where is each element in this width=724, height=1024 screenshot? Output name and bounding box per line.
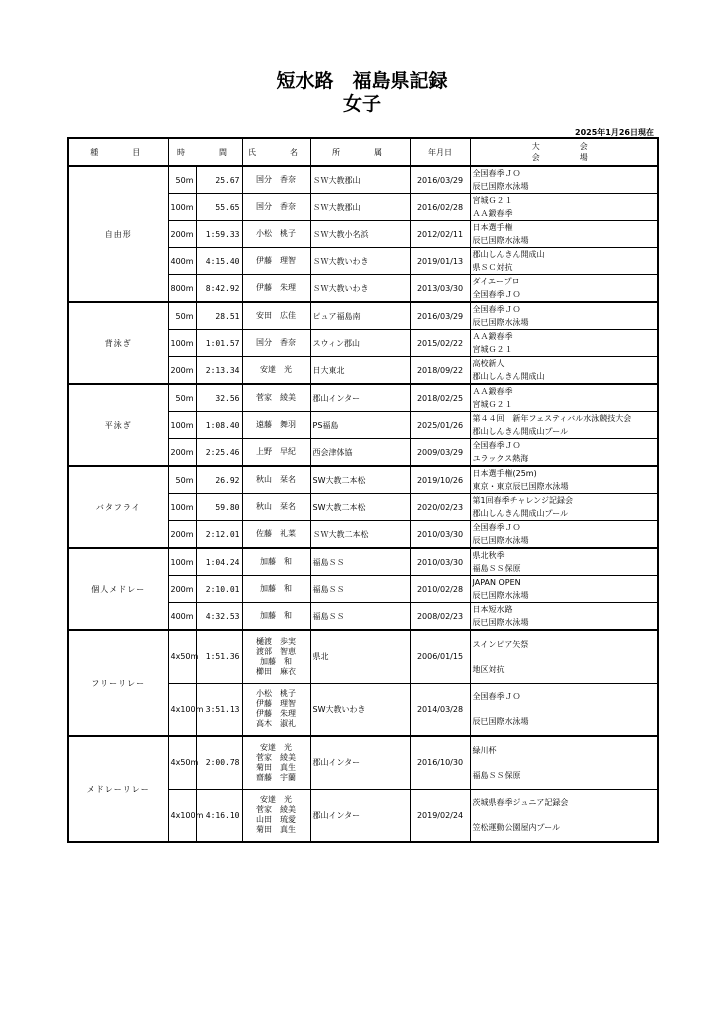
time-cell: 2:13.34 <box>196 357 242 385</box>
meet-venue-cell <box>470 548 658 576</box>
swimmer-name: 菅家 綾美 <box>256 805 296 815</box>
meet-venue-cell <box>470 576 658 603</box>
meet-venue-cell <box>470 683 658 736</box>
meet-name: ダイエープロ <box>472 277 520 286</box>
meet-venue-cell <box>470 221 658 248</box>
event-cell: 背泳ぎ <box>68 302 168 384</box>
date-cell: 2025/01/26 <box>410 412 470 439</box>
venue-name: 辰巳国際水泳場 <box>472 182 529 191</box>
club-cell: 郡山インター <box>310 384 410 412</box>
venue-name: 郡山しんきん開成山プール <box>472 427 569 436</box>
venue-name: 福島ＳＳ保原 <box>472 770 521 780</box>
as-of-date: 2025年1月26日現在 <box>575 128 654 137</box>
meet-name: 緑川杯 <box>472 745 497 755</box>
swimmer-name: 山田 琉愛 <box>256 815 296 825</box>
distance-cell: 4x100m <box>168 789 196 842</box>
meet-name: 全国春季ＪＯ <box>472 441 521 450</box>
meet-name: 宮城Ｇ２１ <box>472 196 513 205</box>
table-row <box>68 302 658 330</box>
venue-name: 辰巳国際水泳場 <box>472 591 529 600</box>
distance-cell: 200m <box>168 221 196 248</box>
time-cell: 2:25.46 <box>196 439 242 467</box>
venue-name: 福島ＳＳ保原 <box>472 564 521 573</box>
meet-name: 全国春季ＪＯ <box>472 692 521 702</box>
club-cell: 福島ＳＳ <box>310 548 410 576</box>
date-cell: 2016/02/28 <box>410 194 470 221</box>
swimmer-name: 秋山 栞名 <box>256 475 296 484</box>
meet-name: 全国春季ＪＯ <box>472 169 521 178</box>
swimmer-name: 櫛田 麻衣 <box>256 666 296 676</box>
swimmer-name: 佐藤 礼菜 <box>256 529 296 538</box>
header-club: 所 属 <box>310 138 410 166</box>
meet-name: 茨城県春季ジュニア記録会 <box>472 798 569 808</box>
distance-cell: 100m <box>168 194 196 221</box>
date-cell: 2018/09/22 <box>410 357 470 385</box>
swimmer-name: 加藤 和 <box>260 611 292 620</box>
time-cell: 1:08.40 <box>196 412 242 439</box>
meet-name: 郡山しんきん開成山 <box>472 250 545 259</box>
distance-cell: 100m <box>168 548 196 576</box>
distance-cell: 100m <box>168 330 196 357</box>
header-date: 年月日 <box>410 138 470 166</box>
distance-cell: 200m <box>168 576 196 603</box>
meet-name: 全国春季ＪＯ <box>472 523 521 532</box>
event-cell: 個人メドレー <box>68 548 168 630</box>
time-cell: 3:51.13 <box>196 683 242 736</box>
swimmer-name: 安達 光 <box>260 365 292 374</box>
table-row <box>68 384 658 412</box>
meet-venue-cell <box>470 494 658 521</box>
swimmer-name: 菅家 綾美 <box>256 393 296 402</box>
swimmer-name: 伊藤 理智 <box>256 699 296 709</box>
venue-name: 辰巳国際水泳場 <box>472 236 529 245</box>
table-row <box>68 466 658 494</box>
swimmer-cell <box>242 439 310 467</box>
date-cell: 2019/02/24 <box>410 789 470 842</box>
date-cell: 2016/03/29 <box>410 166 470 194</box>
header-venue: 会 場 <box>531 153 596 162</box>
club-cell: PS福島 <box>310 412 410 439</box>
time-cell: 2:12.01 <box>196 521 242 549</box>
swimmer-name: 国分 香奈 <box>256 202 296 211</box>
swimmer-name: 加藤 和 <box>260 557 292 566</box>
swimmer-name: 加藤 和 <box>260 656 292 666</box>
swimmer-name: 齋藤 宇蘭 <box>256 772 296 782</box>
date-cell: 2013/03/30 <box>410 275 470 303</box>
meet-venue-cell <box>470 275 658 303</box>
swimmer-name: 安達 光 <box>260 742 292 752</box>
meet-venue-cell <box>470 466 658 494</box>
venue-name: ユラックス熱海 <box>472 454 529 463</box>
swimmer-cell <box>242 275 310 303</box>
swimmer-name: 遠藤 舞羽 <box>256 420 296 429</box>
date-cell: 2019/01/13 <box>410 248 470 275</box>
swimmer-name: 国分 香奈 <box>256 175 296 184</box>
distance-cell: 200m <box>168 357 196 385</box>
header-meet-venue <box>470 138 658 166</box>
meet-name: ＡＡ鍛春季 <box>472 387 513 396</box>
swimmer-cell <box>242 412 310 439</box>
table-row <box>68 630 658 683</box>
swimmer-cell <box>242 194 310 221</box>
venue-name: 宮城Ｇ２１ <box>472 345 513 354</box>
meet-name: 日本短水路 <box>472 605 513 614</box>
swimmer-cell <box>242 603 310 631</box>
time-cell: 32.56 <box>196 384 242 412</box>
event-cell: バタフライ <box>68 466 168 548</box>
page-subtitle: 女子 <box>342 93 381 115</box>
club-cell: ＳＷ大教郡山 <box>310 166 410 194</box>
meet-name: 県北秋季 <box>472 551 505 560</box>
distance-cell: 400m <box>168 248 196 275</box>
club-cell: ＳＷ大教小名浜 <box>310 221 410 248</box>
meet-name: 第４４回 新年フェスティバル水泳競技大会 <box>472 414 632 423</box>
meet-venue-cell <box>470 603 658 631</box>
meet-venue-cell <box>470 357 658 385</box>
header-time: 時 間 <box>168 138 242 166</box>
club-cell: 西会津体協 <box>310 439 410 467</box>
meet-venue-cell <box>470 166 658 194</box>
club-cell: ＳＷ大教二本松 <box>310 521 410 549</box>
time-cell: 28.51 <box>196 302 242 330</box>
distance-cell: 400m <box>168 603 196 631</box>
date-cell: 2010/02/28 <box>410 576 470 603</box>
swimmer-cell <box>242 736 310 789</box>
distance-cell: 50m <box>168 466 196 494</box>
swimmer-cell <box>242 384 310 412</box>
distance-cell: 800m <box>168 275 196 303</box>
distance-cell: 50m <box>168 302 196 330</box>
club-cell: SW大教いわき <box>310 683 410 736</box>
swimmer-name: 安田 広佳 <box>256 311 296 320</box>
swimmer-cell <box>242 248 310 275</box>
date-cell: 2020/02/23 <box>410 494 470 521</box>
venue-name: 全国春季ＪＯ <box>472 290 521 299</box>
club-cell: ＳＷ大教いわき <box>310 275 410 303</box>
club-cell: ピュア福島南 <box>310 302 410 330</box>
time-cell: 2:10.01 <box>196 576 242 603</box>
time-cell: 4:16.10 <box>196 789 242 842</box>
club-cell: 郡山インター <box>310 789 410 842</box>
time-cell: 4:15.40 <box>196 248 242 275</box>
date-cell: 2009/03/29 <box>410 439 470 467</box>
table-row <box>68 736 658 789</box>
club-cell: SW大教二本松 <box>310 466 410 494</box>
date-cell: 2016/03/29 <box>410 302 470 330</box>
venue-name: 宮城Ｇ２１ <box>472 400 513 409</box>
venue-name: 笠松運動公園屋内プール <box>472 823 561 833</box>
club-cell: ＳＷ大教いわき <box>310 248 410 275</box>
venue-name: 郡山しんきん開成山プール <box>472 509 569 518</box>
swimmer-cell <box>242 789 310 842</box>
club-cell: 県北 <box>310 630 410 683</box>
distance-cell: 200m <box>168 521 196 549</box>
date-cell: 2008/02/23 <box>410 603 470 631</box>
swimmer-cell <box>242 630 310 683</box>
date-cell: 2016/10/30 <box>410 736 470 789</box>
distance-cell: 4x50m <box>168 630 196 683</box>
swimmer-name: 樋渡 歩実 <box>256 636 296 646</box>
swimmer-name: 菊田 真生 <box>256 825 296 835</box>
swimmer-name: 安達 光 <box>260 795 292 805</box>
swimmer-name: 上野 早紀 <box>256 447 296 456</box>
distance-cell: 50m <box>168 384 196 412</box>
swimmer-cell <box>242 466 310 494</box>
time-cell: 1:04.24 <box>196 548 242 576</box>
club-cell: スウィン郡山 <box>310 330 410 357</box>
time-cell: 8:42.92 <box>196 275 242 303</box>
meet-venue-cell <box>470 384 658 412</box>
date-cell: 2014/03/28 <box>410 683 470 736</box>
venue-name: 辰巳国際水泳場 <box>472 717 529 727</box>
date-cell: 2010/03/30 <box>410 521 470 549</box>
time-cell: 2:00.78 <box>196 736 242 789</box>
swimmer-name: 国分 香奈 <box>256 338 296 347</box>
club-cell: 福島ＳＳ <box>310 603 410 631</box>
swimmer-name: 渡部 智恵 <box>256 646 296 656</box>
swimmer-cell <box>242 302 310 330</box>
meet-venue-cell <box>470 439 658 467</box>
swimmer-cell <box>242 576 310 603</box>
header-name: 氏 名 <box>242 138 310 166</box>
meet-venue-cell <box>470 302 658 330</box>
meet-name: 高校新人 <box>472 359 505 368</box>
distance-cell: 50m <box>168 166 196 194</box>
swimmer-cell <box>242 330 310 357</box>
swimmer-cell <box>242 548 310 576</box>
time-cell: 1:51.36 <box>196 630 242 683</box>
club-cell: 郡山インター <box>310 736 410 789</box>
swimmer-name: 秋山 栞名 <box>256 502 296 511</box>
club-cell: ＳＷ大教郡山 <box>310 194 410 221</box>
meet-venue-cell <box>470 194 658 221</box>
swimmer-name: 高木 淑礼 <box>256 719 296 729</box>
date-cell: 2019/10/26 <box>410 466 470 494</box>
time-cell: 55.65 <box>196 194 242 221</box>
swimmer-cell <box>242 683 310 736</box>
swimmer-name: 小松 桃子 <box>256 689 296 699</box>
table-row <box>68 548 658 576</box>
meet-venue-cell <box>470 521 658 549</box>
table-header <box>68 138 658 166</box>
venue-name: 郡山しんきん開成山 <box>472 372 545 381</box>
date-cell: 2006/01/15 <box>410 630 470 683</box>
time-cell: 1:01.57 <box>196 330 242 357</box>
distance-cell: 200m <box>168 439 196 467</box>
swimmer-name: 伊藤 朱理 <box>256 709 296 719</box>
swimmer-cell <box>242 221 310 248</box>
swimmer-cell <box>242 521 310 549</box>
venue-name: 辰巳国際水泳場 <box>472 318 529 327</box>
swimmer-cell <box>242 166 310 194</box>
venue-name: 辰巳国際水泳場 <box>472 618 529 627</box>
meet-name: 日本選手権 <box>472 223 513 232</box>
meet-venue-cell <box>470 630 658 683</box>
event-cell: フリーリレー <box>68 630 168 736</box>
venue-name: 地区対抗 <box>472 664 505 674</box>
distance-cell: 100m <box>168 494 196 521</box>
meet-name: スインピア矢祭 <box>472 639 529 649</box>
meet-name: 日本選手権(25m) <box>472 469 537 478</box>
page-title: 短水路 福島県記録 <box>276 70 448 92</box>
event-cell: 平泳ぎ <box>68 384 168 466</box>
meet-name: 第1回春季チャレンジ記録会 <box>472 496 573 505</box>
swimmer-name: 小松 桃子 <box>256 229 296 238</box>
swimmer-name: 加藤 和 <box>260 584 292 593</box>
table-row <box>68 166 658 194</box>
event-cell: メドレーリレー <box>68 736 168 842</box>
time-cell: 25.67 <box>196 166 242 194</box>
date-cell: 2012/02/11 <box>410 221 470 248</box>
date-cell: 2015/02/22 <box>410 330 470 357</box>
meet-venue-cell <box>470 248 658 275</box>
header-event: 種 目 <box>68 138 168 166</box>
distance-cell: 4x50m <box>168 736 196 789</box>
swimmer-name: 菊田 真生 <box>256 762 296 772</box>
venue-name: 県ＳＣ対抗 <box>472 263 513 272</box>
meet-venue-cell <box>470 412 658 439</box>
time-cell: 59.80 <box>196 494 242 521</box>
club-cell: 福島ＳＳ <box>310 576 410 603</box>
time-cell: 26.92 <box>196 466 242 494</box>
time-cell: 1:59.33 <box>196 221 242 248</box>
meet-name: JAPAN OPEN <box>472 578 521 587</box>
header-meet: 大 会 <box>531 142 596 151</box>
meet-venue-cell <box>470 330 658 357</box>
swimmer-cell <box>242 494 310 521</box>
distance-cell: 4x100m <box>168 683 196 736</box>
records-table <box>67 137 659 843</box>
event-cell: 自由形 <box>68 166 168 302</box>
date-cell: 2018/02/25 <box>410 384 470 412</box>
meet-venue-cell <box>470 789 658 842</box>
meet-name: ＡＡ鍛春季 <box>472 332 513 341</box>
distance-cell: 100m <box>168 412 196 439</box>
venue-name: 東京・東京辰巳国際水泳場 <box>472 482 569 491</box>
time-cell: 4:32.53 <box>196 603 242 631</box>
swimmer-name: 伊藤 理智 <box>256 256 296 265</box>
meet-venue-cell <box>470 736 658 789</box>
venue-name: 辰巳国際水泳場 <box>472 536 529 545</box>
meet-name: 全国春季ＪＯ <box>472 305 521 314</box>
club-cell: 日大東北 <box>310 357 410 385</box>
date-cell: 2010/03/30 <box>410 548 470 576</box>
swimmer-name: 菅家 綾美 <box>256 752 296 762</box>
club-cell: SW大教二本松 <box>310 494 410 521</box>
venue-name: ＡＡ鍛春季 <box>472 209 513 218</box>
swimmer-cell <box>242 357 310 385</box>
swimmer-name: 伊藤 朱理 <box>256 283 296 292</box>
